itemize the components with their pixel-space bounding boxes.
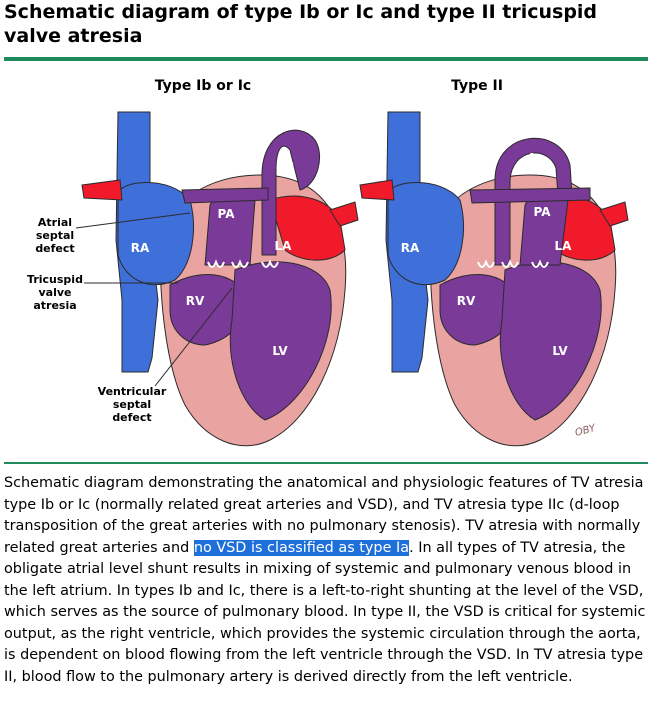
svg-text:septal: septal [35,229,75,242]
label-pa-right: PA [533,205,551,219]
left-ventricle-ii [500,262,601,420]
svg-text:Atrial: Atrial [37,216,73,229]
left-ventricle [230,262,331,420]
label-ao-right: Ao [527,151,545,165]
panel-right-title: Type II [451,78,503,94]
label-ra-left: RA [130,241,150,255]
panel-type-ii [360,78,628,446]
page-title: Schematic diagram of type Ib or Ic and type II tricuspid valve atresia [4,1,598,47]
svg-text:atresia: atresia [33,299,77,312]
figure-caption [4,473,648,688]
right-atrium-ii [388,183,464,285]
caption-text-before: Schematic diagram demonstrating the anatomical and physiologic features of TV atresia type Ib or Ic (normally related great arteries and VSD), and TV atresia type IIc (d-loop transposition of the great arteries with no pulmonary stenosis). TV atresia with normally related great arteries and [4,475,644,556]
pulmonary-veins-left-ii [360,180,394,200]
panel-left-title: Type Ib or Ic [154,78,252,94]
svg-text:Ventricular: Ventricular [97,385,167,398]
label-pa-left: PA [217,207,235,221]
label-ra-right: RA [400,241,420,255]
panel-type-ib-ic [27,78,358,446]
svg-text:septal: septal [112,398,152,411]
label-lv-left: LV [272,344,288,358]
label-rv-right: RV [456,294,476,308]
heart-diagram [0,62,654,460]
title-divider [4,57,648,61]
svg-text:Tricuspid: Tricuspid [27,273,83,286]
label-rv-left: RV [185,294,205,308]
pa-branch [182,188,268,203]
caption-text-after: . In all types of TV atresia, the obligate atrial level shunt results in mixing of systemic and pulmonary venous blood in the left atrium. In types Ib and Ic, there is a left-to-right shunting at the level of the VSD, which serves as the source of pulmonary blood. In type II, the VSD is critical for systemic output, as the right ventricle, which provides the systemic circulation through the aorta, is dependent on blood flowing from the left ventricle through the VSD. In TV atresia type II, blood flow to the pulmonary artery is derived directly from the left ventricle. [4,539,646,685]
label-la-left: LA [274,239,292,253]
svg-text:defect: defect [112,411,152,424]
svg-text:defect: defect [35,242,75,255]
pa-branch-ii [470,188,590,203]
caption-divider [4,462,648,464]
label-la-right: LA [554,239,572,253]
svg-text:valve: valve [38,286,72,299]
label-lv-right: LV [552,344,568,358]
caption-highlight: no VSD is classified as type Ia [193,539,410,556]
artist-signature: OBY [573,422,597,439]
right-atrium [118,183,194,285]
label-ao-left: Ao [276,157,294,171]
pulmonary-veins-left [82,180,122,200]
